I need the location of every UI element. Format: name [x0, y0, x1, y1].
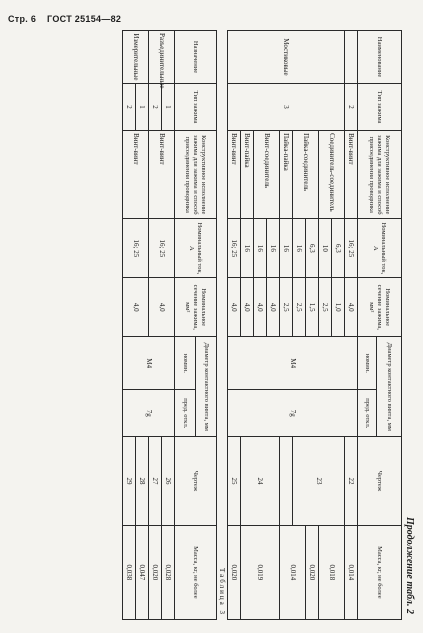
col-construction-header: Конструктивное исполнение зажима для зажима и способ присоединения проводника [358, 131, 402, 219]
table-cell: Соединитель-соединитель [319, 131, 345, 219]
table-cell: 16; 25 [228, 219, 241, 278]
table-cell: 4,0 [345, 278, 358, 337]
group-diameter: M4 [228, 337, 358, 390]
table-cell: 4,0 [149, 278, 175, 337]
table-cell: 4,0 [123, 278, 149, 337]
table-cell [345, 31, 358, 84]
table-cell: 2 [345, 84, 358, 131]
col-drawing-header: Чертеж [175, 437, 217, 525]
table-cell: 28 [136, 437, 149, 525]
col-section-header: Номинальное сечение зажима, мм² [175, 278, 217, 337]
standard-code: ГОСТ 25154—82 [47, 14, 122, 24]
table-cell: 0,047 [136, 525, 149, 619]
table-cell: Винт-пайка [241, 131, 254, 219]
rotated-page-content [8, 30, 416, 620]
table-cell: Измерительные [123, 31, 149, 84]
col-deviation-header: пред. откл. [358, 390, 377, 437]
table-cell: 6,3 [306, 219, 319, 278]
table-cell: 16; 25 [123, 219, 149, 278]
table-cell: 29 [123, 437, 136, 525]
col-diameter-header: Диаметр контактного винта, мм [377, 337, 402, 437]
table-cell: 4,0 [228, 278, 241, 337]
table-cell: 16; 25 [149, 219, 175, 278]
col-type-header: Тип зажима [175, 84, 217, 131]
table-cell: Пайка-пайка [280, 131, 293, 219]
col-purpose-header: Назначение [175, 31, 217, 84]
col-section-header: Номинальное сечение зажима, мм² [358, 278, 402, 337]
table-cell: 25 [228, 437, 241, 525]
table-cell: 4,0 [241, 278, 254, 337]
col-current-header: Номинальный ток, А [175, 219, 217, 278]
table-cell: 1,5 [306, 278, 319, 337]
table-cell: 2,5 [293, 278, 306, 337]
table-cell: Винт-винт [149, 131, 175, 219]
table-cell: 1 [162, 84, 175, 131]
table-cell: 2 [123, 84, 136, 131]
table-cell: 1 [136, 84, 149, 131]
group-name: Мостиковые [228, 31, 345, 84]
table-cell: 4,0 [254, 278, 267, 337]
col-diameter-header: Диаметр контактного винта, мм [196, 337, 217, 437]
table-cell: 0,020 [149, 525, 162, 619]
table-cell: Разъединительные [149, 31, 175, 84]
table-cell: 0,019 [241, 525, 280, 619]
table-cell: 22 [345, 437, 358, 525]
continuation-title: Продолжение табл. 2 [404, 516, 415, 614]
group-type: 3 [228, 84, 345, 131]
table-cell: 16 [280, 219, 293, 278]
table-cell: 0,014 [280, 525, 306, 619]
table-cell: 0,020 [228, 525, 241, 619]
table-cell: 16 [241, 219, 254, 278]
table-cell: 6,3 [332, 219, 345, 278]
table-cell: 2 [149, 84, 162, 131]
table-cell: 16 [293, 219, 306, 278]
col-nominal-header: номин. [175, 337, 196, 390]
table-cell: 16; 25 [345, 219, 358, 278]
col-current-header: Номинальный ток, А [358, 219, 402, 278]
col-mass-header: Масса, кг, не более [358, 525, 402, 619]
table-cell: 10 [319, 219, 332, 278]
table-cell: 16 [254, 219, 267, 278]
table-3-tag: Таблица 3 [218, 568, 226, 616]
table-cell: 0,028 [162, 525, 175, 619]
col-name-header: Наименование [358, 31, 402, 84]
table-cell: 0,020 [306, 525, 319, 619]
col-nominal-header: номин. [358, 337, 377, 390]
table3-deviation: 7g [123, 390, 175, 437]
table-cell: 27 [149, 437, 162, 525]
table-cell: Винт-винт [345, 131, 358, 219]
col-mass-header: Масса, кг, не более [175, 525, 217, 619]
col-construction-header: Конструктивное исполнение зажима для зажима и способ присоединения проводника [175, 131, 217, 219]
page-label: Стр. 6 [8, 14, 37, 24]
table-cell: Пайка-соединитель [293, 131, 319, 219]
table-cell: Винт-соединитель [254, 131, 280, 219]
col-drawing-header: Чертеж [358, 437, 402, 525]
running-head [8, 14, 129, 24]
table-cell: 26 [162, 437, 175, 525]
table-cell: 16 [267, 219, 280, 278]
table-cell: 24 [241, 437, 280, 525]
table-cell: 2,5 [319, 278, 332, 337]
group-deviation: 7g [228, 390, 358, 437]
table-cell: 1,0 [332, 278, 345, 337]
table-cell: Винт-винт [123, 131, 149, 219]
table-3 [122, 30, 217, 620]
table-cell: 0,038 [123, 525, 136, 619]
col-type-header: Тип зажима [358, 84, 402, 131]
table-cell: Винт-винт [228, 131, 241, 219]
table-cell: 4,0 [267, 278, 280, 337]
table3-diameter: M4 [123, 337, 175, 390]
col-deviation-header: пред. откл. [175, 390, 196, 437]
table-cell: 0,018 [319, 525, 345, 619]
table-cell: 0,014 [345, 525, 358, 619]
table-cell: 2,5 [280, 278, 293, 337]
table-cell: 23 [293, 437, 345, 525]
table-cell [280, 437, 293, 525]
table-2-continued [227, 30, 402, 620]
